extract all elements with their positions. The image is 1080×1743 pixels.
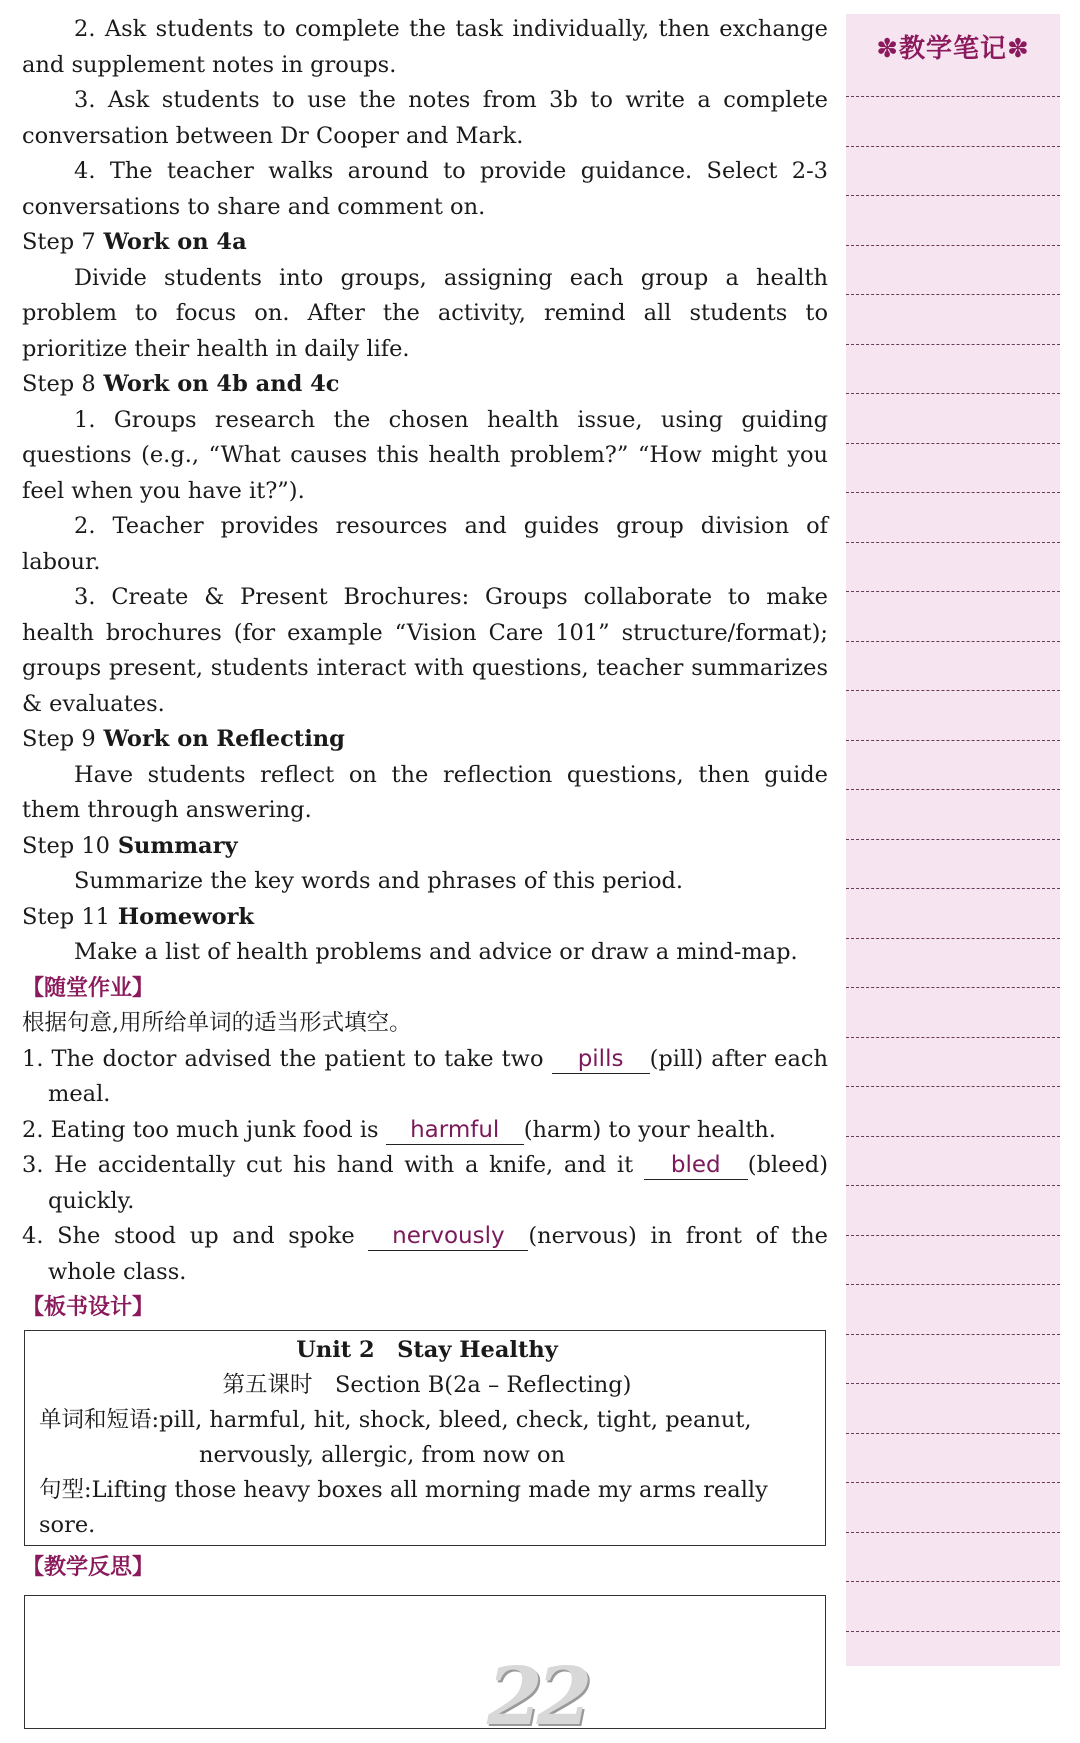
note-line [846,1185,1060,1186]
note-line [846,393,1060,394]
note-line [846,344,1060,345]
note-line [846,1284,1060,1285]
note-line [846,690,1060,691]
exercise-hint: (pill) after each meal. [48,1045,828,1107]
step-number: Step 10 [22,832,110,859]
page-number: 22 [487,1649,587,1743]
note-line [846,1235,1060,1236]
note-line [846,740,1060,741]
step8-item-1: 1. Groups research the chosen health issue, using guiding questions (e.g., “What causes this health problem?” “How might you feel when you have it?”). [22,406,828,504]
board-words-continued: nervously, allergic, from now on [199,1441,566,1468]
note-line [846,1433,1060,1434]
note-line [846,195,1060,196]
answer-blank: harmful [386,1116,524,1145]
step10-heading [22,829,828,865]
step-number: Step 9 [22,726,96,752]
step-title: Homework [117,903,255,930]
note-line [846,492,1060,493]
exercise-text: 3. He accidentally cut his hand with a knife, and it [22,1152,644,1178]
note-line [846,1086,1060,1087]
paragraph-step6-2: 2. Ask students to complete the task individually, then exchange and supplement notes in groups. [22,16,828,78]
exercise-3 [22,1148,828,1219]
step-number: Step 7 [22,229,96,255]
reflection-tag: 【教学反思】 [22,1554,155,1580]
step9-heading [22,722,828,758]
note-line [846,1631,1060,1632]
answer-blank: bled [644,1151,748,1180]
note-line [846,1037,1060,1038]
notes-title: ✽教学笔记✽ [876,34,1030,64]
note-line [846,938,1060,939]
reflection-box [24,1595,826,1743]
exercise-1 [22,1042,828,1113]
board-words: pill, harmful, hit, shock, bleed, check, tight, peanut, [159,1406,752,1433]
board-pattern-label: 句型: [39,1476,92,1503]
note-line [846,591,1060,592]
note-line [846,789,1060,790]
homework-instruction: 根据句意,用所给单词的适当形式填空。 [22,1010,412,1036]
board-unit-title: Unit 2 Stay Healthy [296,1336,558,1363]
answer-blank: nervously [368,1222,528,1251]
step-number: Step 11 [22,903,110,930]
note-line [846,443,1060,444]
paragraph-step6-4: 4. The teacher walks around to provide guidance. Select 2-3 conversations to share and comment on. [22,158,828,220]
note-line [846,987,1060,988]
note-line [846,245,1060,246]
board-pattern-line [39,1473,815,1543]
note-line [846,1581,1060,1582]
exercise-hint: (bleed) quickly. [48,1152,828,1214]
step11-heading [22,900,828,936]
board-pattern: Lifting those heavy boxes all morning made my arms really sore. [39,1476,768,1538]
note-line [846,1136,1060,1137]
exercise-text: 2. Eating too much junk food is [22,1116,386,1143]
notes-sidebar [846,14,1060,1666]
note-line [846,1334,1060,1335]
step8-item-2: 2. Teacher provides resources and guides group division of labour. [22,513,828,575]
homework-tag: 【随堂作业】 [22,975,155,1001]
step-title: Work on 4a [103,229,247,255]
answer-blank: pills [552,1045,650,1074]
board-design-box [24,1330,826,1546]
step-number: Step 8 [22,371,96,397]
step-title: Summary [117,832,238,859]
note-line [846,1532,1060,1533]
step11-body: Make a list of health problems and advice or draw a mind-map. [74,939,798,965]
note-line [846,294,1060,295]
step9-body: Have students reflect on the reflection questions, then guide them through answering. [22,761,828,823]
exercise-4 [22,1219,828,1290]
exercise-text: 1. The doctor advised the patient to take two [22,1045,552,1072]
note-line [846,146,1060,147]
note-line [846,542,1060,543]
board-lesson-subtitle: 第五课时 Section B(2a – Reflecting) [222,1371,632,1398]
note-line [846,641,1060,642]
exercise-text: 4. She stood up and spoke [22,1223,369,1249]
note-line [846,1383,1060,1384]
step10-body: Summarize the key words and phrases of this period. [74,868,684,894]
step8-item-3: 3. Create & Present Brochures: Groups collaborate to make health brochures (for example “Vision Care 101” structure/format); groups present, students interact with questions, teacher summarizes & evaluates. [22,584,828,717]
board-words-label: 单词和短语: [39,1406,160,1433]
lesson-content [22,12,828,1743]
note-line [846,839,1060,840]
note-line [846,96,1060,97]
paragraph-step6-3: 3. Ask students to use the notes from 3b to write a complete conversation between Dr Cooper and Mark. [22,87,828,149]
exercise-2 [22,1113,828,1149]
exercise-hint: (harm) to your health. [523,1116,776,1143]
note-line [846,1482,1060,1483]
exercise-hint: (nervous) in front of the whole class. [48,1223,828,1285]
step8-heading [22,367,828,403]
step-title: Work on 4b and 4c [103,371,340,397]
board-words-line [39,1403,815,1438]
step-title: Work on Reflecting [103,726,345,752]
step7-heading [22,225,828,261]
note-line [846,888,1060,889]
board-design-tag: 【板书设计】 [22,1295,155,1320]
step7-body: Divide students into groups, assigning each group a health problem to focus on. After the activity, remind all students to prioritize their health in daily life. [22,264,828,362]
